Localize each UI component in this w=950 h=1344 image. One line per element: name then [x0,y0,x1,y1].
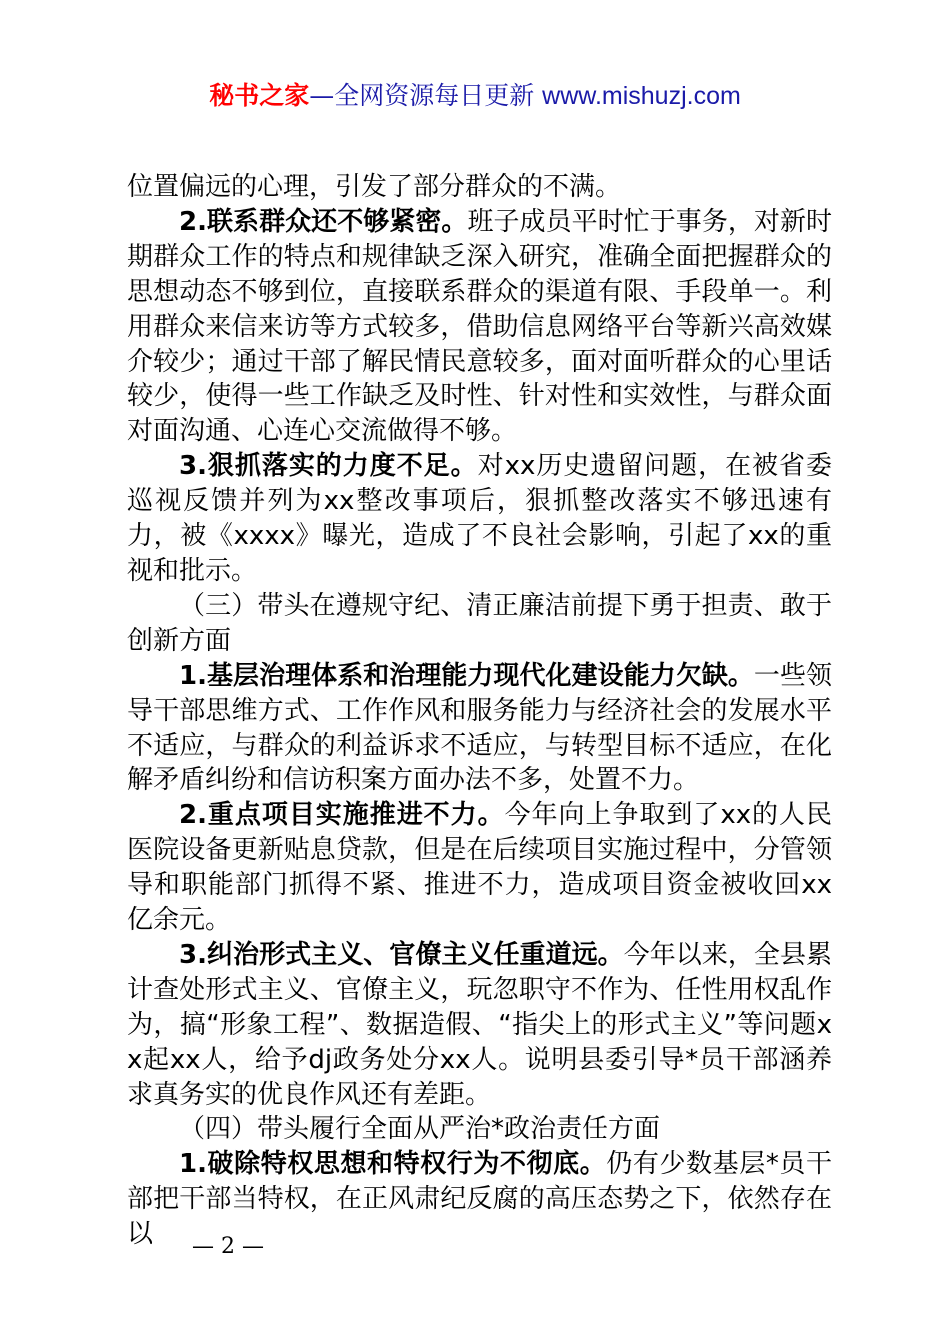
document-body [127,170,832,1252]
paragraph-item [127,938,832,1113]
paragraph-text: 今年向上争取到了xx的人民医院设备更新贴息贷款，但是在后续项目实施过程中，分管领导和职能部门抓得不紧、推进不力，造成项目资金被收回xx亿余元。 [127,800,832,936]
paragraph-heading: 3.狠抓落实的力度不足。 [179,451,478,482]
page-number: — 2 — [192,1234,264,1259]
paragraph-text: 对xx历史遗留问题，在被省委巡视反馈并列为xx整改事项后，狠抓整改落实不够迅速有力，被《xxxx》曝光，造成了不良社会影响，引起了xx的重视和批示。 [127,451,832,586]
header-tagline: 全网资源每日更新 [334,81,543,110]
paragraph-text: 仍有少数基层*员干部把干部当特权，在正风肃纪反腐的高压态势之下，依然存在以 [127,1149,832,1250]
paragraph-text: 位置偏远的心理，引发了部分群众的不满。 [127,172,622,202]
paragraph-item [127,798,832,938]
section-heading [127,589,832,659]
paragraph-heading: 2.联系群众还不够紧密。 [179,206,468,237]
paragraph-continuation [127,170,832,205]
paragraph-heading: 1.基层治理体系和治理能力现代化建设能力欠缺。 [179,660,754,691]
paragraph-item [127,449,832,589]
section-heading-text: （三）带头在遵规守纪、清正廉洁前提下勇于担责、敢于创新方面 [127,590,832,656]
paragraph-heading: 2.重点项目实施推进不力。 [179,800,505,831]
section-heading [127,1112,832,1147]
site-header [0,80,950,112]
header-dash: — [309,81,335,110]
website-url[interactable]: www.mishuzj.com [542,82,741,110]
paragraph-heading: 1.破除特权思想和特权行为不彻底。 [179,1149,607,1180]
paragraph-heading: 3.纠治形式主义、官僚主义任重道远。 [179,939,624,970]
paragraph-item [127,205,832,449]
paragraph-text: 班子成员平时忙于事务，对新时期群众工作的特点和规律缺乏深入研究，准确全面把握群众的思想动态不够到位，直接联系群众的渠道有限、手段单一。利用群众来信来访等方式较多，借助信息网络平台等新兴高效媒介较少；通过干部了解民情民意较多，面对面听群众的心里话较少，使得一些工作缺乏及时性、针对性和实效性，与群众面对面沟通、心连心交流做得不够。 [127,206,832,447]
paragraph-item [127,659,832,799]
paragraph-text: 今年以来，全县累计查处形式主义、官僚主义，玩忽职守不作为、任性用权乱作为，搞“形象工程”、数据造假、“指尖上的形式主义”等问题xx起xx人，给予dj政务处分xx人。说明县委引导*员干部涵养求真务实的优良作风还有差距。 [127,939,832,1110]
brand-name: 秘书之家 [209,81,310,110]
section-heading-text: （四）带头履行全面从严治*政治责任方面 [179,1114,661,1145]
paragraph-text: 一些领导干部思维方式、工作作风和服务能力与经济社会的发展水平不适应，与群众的利益诉求不适应，与转型目标不适应，在化解矛盾纠纷和信访积案方面办法不多，处置不力。 [127,660,832,796]
